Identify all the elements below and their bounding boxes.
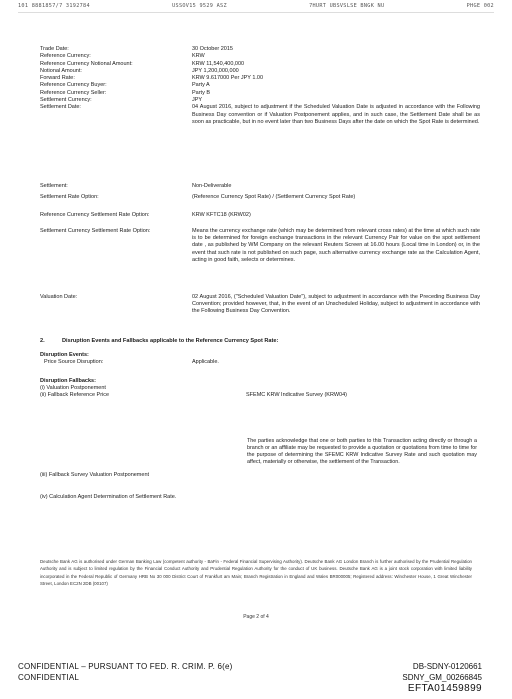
term-row — [40, 82, 480, 89]
confidential-notice: CONFIDENTIAL – PURSUANT TO FED. R. CRIM. P. 6(e) — [18, 662, 233, 671]
fallback-item: (ii) Fallback Reference Price — [40, 392, 110, 399]
disruption-events-heading: Disruption Events: — [40, 352, 89, 358]
price-source-value: Applicable. — [192, 359, 219, 366]
sc-rate-option-value: Means the currency exchange rate (which may be determined from relevant cross rates) at the time at which such rate is to be determined for foreign exchange transactions in the relevant Currency Pair for value on the spot settlement date , as published by WM Company on the relevant Reuters Screen at 16.00 hours (Local time in London) or, in the event that such rate is not published on such page, such alternative currency exchange rate as the Calculation Agent, acting in good faith, selects or determines. — [192, 228, 480, 263]
section-heading — [40, 338, 480, 344]
rate-option-row — [40, 194, 480, 201]
term-label: Trade Date: — [40, 46, 69, 52]
efta-number: EFTA01459899 — [407, 683, 482, 694]
ref-rate-option-label: Reference Currency Settlement Rate Option: — [40, 212, 150, 218]
fallback-reference-row — [40, 392, 480, 399]
term-label: Reference Currency: — [40, 53, 91, 60]
settlement-row — [40, 183, 480, 190]
fax-header-mid1: USSOV15 9529 ASZ — [172, 3, 227, 9]
fax-header-mid2: 7HURT UBSVSLSE BNGK NU — [309, 3, 385, 9]
term-row — [40, 68, 480, 75]
rate-option-label: Settlement Rate Option: — [40, 194, 99, 201]
trade-terms — [40, 46, 480, 126]
term-value: JPY 1,200,000,000 — [192, 67, 239, 74]
valuation-row — [40, 294, 480, 316]
term-value: Party B — [192, 89, 211, 96]
price-source-label: Price Source Disruption: — [44, 359, 104, 366]
rate-option-value: (Reference Currency Spot Rate) / (Settlement Currency Spot Rate) — [192, 194, 356, 201]
section-title: Disruption Events and Fallbacks applicable to the Reference Currency Spot Rate: — [62, 338, 279, 344]
term-value: KRW — [192, 53, 205, 60]
sc-rate-option-block — [40, 228, 480, 264]
survey-acknowledgement: The parties acknowledge that one or both parties to this Transaction acting directly or through a branch or an affiliate may be requested to provide a quotation or quotations from time to time for the purpose of determining the SFEMC KRW Indicative Survey Rate and such quotation may affect, materially or otherwise, the settlement of the Transaction. — [247, 438, 477, 466]
price-source-row — [40, 359, 480, 366]
valuation-value: 02 August 2016, ("Scheduled Valuation Date"), subject to adjustment in accordance with the Preceding Business Day Convention; provided however, that, in the event of an Unscheduled Holiday, subject to adjustment in accordance with the Following Business Day Convention. — [192, 294, 480, 315]
fallback-item: (i) Valuation Postponement — [40, 385, 106, 392]
term-value: 04 August 2016, subject to adjustment if the Scheduled Valuation Date is adjusted in accordance with the Following Business Day convention or if Valuation Postponement applies, and in such case, the Settlement Date shall be as soon as practicable, but in no event later than two Business Days after the date on which the Spot Rate is determined. — [192, 104, 480, 125]
section-number: 2. — [40, 338, 45, 344]
term-label: Settlement Currency: — [40, 97, 92, 104]
bates-number: DB-SDNY-0120661 — [412, 662, 482, 671]
term-label: Reference Currency Notional Amount: — [40, 60, 133, 67]
settlement-label: Settlement: — [40, 183, 68, 189]
term-row — [40, 53, 480, 60]
fax-header — [18, 3, 494, 13]
sc-rate-option-row — [40, 228, 480, 264]
settlement-value: Non-Deliverable — [192, 183, 232, 189]
ref-rate-option-value: KRW KFTC18 (KRW02) — [192, 212, 251, 218]
term-value: KRW 11,540,400,000 — [192, 60, 245, 67]
term-row — [40, 104, 480, 126]
fax-header-left: 101 8881857/7 3192784 — [18, 3, 90, 9]
term-label: Forward Rate: — [40, 75, 75, 82]
fax-header-right: PHGE 002 — [466, 3, 494, 9]
bates-number: SDNY_GM_00266845 — [402, 673, 482, 682]
disruption-events — [40, 352, 480, 366]
disruption-fallbacks — [40, 378, 480, 400]
fallback-reference-value: SFEMC KRW Indicative Survey (KRW04) — [246, 392, 347, 399]
fallback-item: (iii) Fallback Survey Valuation Postponement — [40, 472, 150, 478]
disruption-fallbacks-heading: Disruption Fallbacks: — [40, 378, 96, 384]
term-value: KRW 9.617000 Per JPY 1.00 — [192, 75, 264, 82]
sc-rate-option-label: Settlement Currency Settlement Rate Option: — [40, 228, 151, 234]
term-row — [40, 75, 480, 82]
term-row — [40, 61, 480, 68]
fallback-item: (iv) Calculation Agent Determination of Settlement Rate. — [40, 494, 177, 500]
term-label: Reference Currency Seller: — [40, 89, 107, 96]
term-row — [40, 46, 480, 53]
term-value: Party A — [192, 82, 210, 89]
regulatory-footnote: Deutsche Bank AG is authorised under German Banking Law (competent authority - BaFin - Federal Financial Supervising Authority). Deutsche Bank AG London Branch is further authorised by the Prudential Regulation Authority and is subject to limited regulation by the Financial Conduct Authority and Prudential Regulation Authority for the conduct of UK business. Deutsche Bank AG is a joint stock corporation with limited liability incorporated in the Federal Republic of Germany HRB No 30 000 District Court of Frankfurt am Main; Branch Registration in England and Wales BR000005; Registered address: Winchester House, 1 Great Winchester Street, London EC2N 2DB (00107) — [40, 559, 472, 587]
ref-rate-option-row — [40, 212, 480, 219]
term-label: Reference Currency Buyer: — [40, 82, 107, 89]
term-row — [40, 97, 480, 104]
term-label: Notional Amount: — [40, 67, 82, 74]
valuation-block — [40, 294, 480, 316]
term-row — [40, 90, 480, 97]
valuation-label: Valuation Date: — [40, 294, 78, 300]
term-label: Settlement Date: — [40, 104, 81, 111]
page-number: Page 2 of 4 — [243, 614, 269, 620]
confidential-label: CONFIDENTIAL — [18, 673, 80, 682]
term-value: JPY — [192, 97, 203, 104]
ref-rate-option-block — [40, 212, 480, 219]
settlement-block — [40, 183, 480, 201]
term-value: 30 October 2015 — [192, 46, 233, 52]
